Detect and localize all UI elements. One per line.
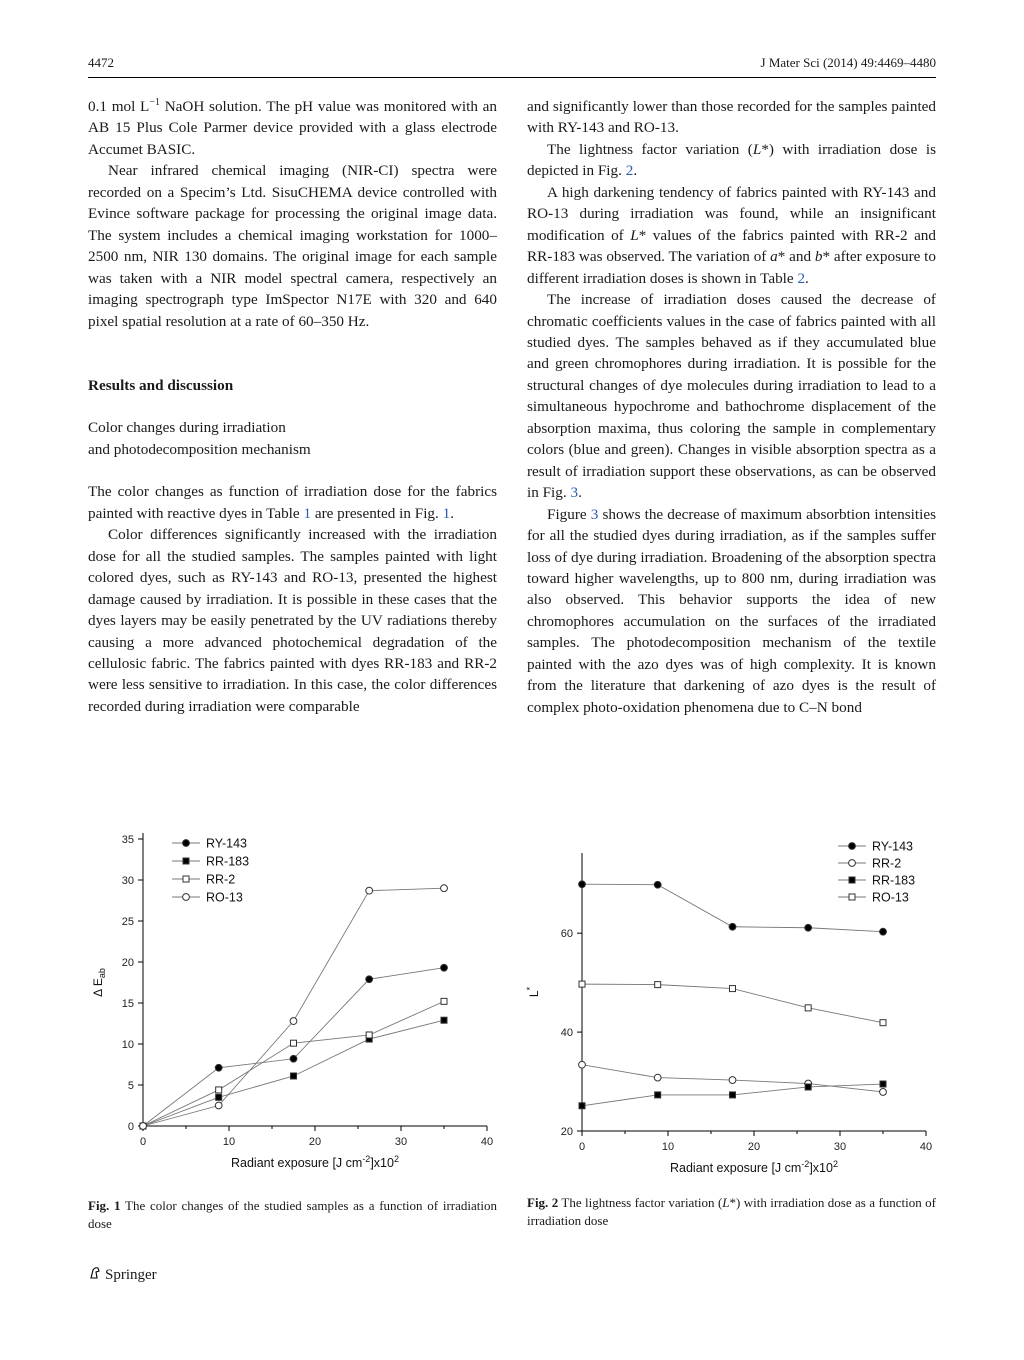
legend-label: RR-2 <box>872 856 902 871</box>
springer-horse-icon <box>88 1266 102 1280</box>
text-span: Figure <box>547 505 591 523</box>
paragraph <box>527 504 936 719</box>
y-tick-label: 0 <box>127 1121 134 1133</box>
data-point-rr-2 <box>880 1089 887 1096</box>
legend-label: RR-183 <box>872 873 916 888</box>
data-point-rr-183 <box>579 1103 585 1109</box>
legend-marker <box>849 877 855 883</box>
text-span: . <box>805 269 809 287</box>
figure-link[interactable]: 1 <box>442 504 451 522</box>
right-column <box>527 96 936 718</box>
italic-symbol: b <box>814 248 823 266</box>
y-axis-label: Δ $E_{ab}$ <box>91 968 107 997</box>
series-line-ry-143 <box>143 968 444 1126</box>
paragraph: and significantly lower than those recorded for the samples painted with RY-143 and RO-13. <box>527 98 936 137</box>
data-point-rr-183 <box>880 1081 886 1087</box>
text-span: . <box>633 162 638 180</box>
x-tick-label: 30 <box>833 1141 847 1153</box>
x-tick-label: 30 <box>394 1136 408 1148</box>
text-span: . <box>450 504 455 522</box>
data-point-rr-183 <box>216 1094 222 1100</box>
caption-label: Fig. 2 <box>527 1195 559 1210</box>
subsection-heading-line2: and photodecomposition mechanism <box>88 440 311 458</box>
text-span: 0.1 mol L <box>88 98 150 115</box>
caption-text: *) with irradiation dose as a function of irradiation dose <box>527 1195 937 1228</box>
legend-marker <box>849 894 855 900</box>
header-rule <box>88 77 936 78</box>
y-tick-label: 35 <box>121 834 134 846</box>
data-point-ro-13 <box>290 1018 297 1025</box>
journal-citation: J Mater Sci (2014) 49:4469–4480 <box>760 55 936 70</box>
data-point-ro-13 <box>140 1123 147 1130</box>
text-span: The increase of irradiation doses caused the decrease of chromatic coefficients values in the case of fabrics painted with all studied dyes. The samples behaved as if they accumulated blue and green chromophores during irradiation. It is possible for the structural changes of dye molecules during irradiation to lead to a simultaneous hypochrome and bathochrome displacement of the absorption maxima, thus coloring the sample in complementary colors (blue and green). Changes in visible absorption spectra as a result of irradiation support these observations, as can be observed in Fig. <box>527 291 936 502</box>
legend-marker <box>183 894 190 901</box>
text-span: shows the decrease of maximum absorbtion intensities for all the studied dyes during irradiation, as if the samples suffer loss of dye during irradiation. Broadening of the absorption spectra toward higher wavelengths, up to 800 nm, during irradiation was also observed. This behavior supports the idea of new chromophores accumulation on the surfaces of the irradiated samples. The photodecomposition mechanism of the textile painted with the azo dyes was of high complexity. It is known from the literature that darkening of azo dyes is the result of complex photo-oxidation phenomena due to C–N bond <box>527 505 936 716</box>
legend-label: RO-13 <box>872 890 909 905</box>
paragraph <box>88 481 497 524</box>
x-tick-label: 0 <box>578 1141 586 1153</box>
x-tick-label: 20 <box>747 1141 761 1153</box>
x-tick-label: 0 <box>139 1136 147 1148</box>
y-tick-label: 25 <box>121 916 134 928</box>
subsection-heading-line1: Color changes during irradiation <box>88 419 286 437</box>
data-point-rr-183 <box>655 1092 661 1098</box>
data-point-rr-2 <box>654 1074 661 1081</box>
data-point-rr-183 <box>441 1017 447 1023</box>
y-tick-label: 20 <box>560 1126 573 1138</box>
data-point-rr-2 <box>216 1087 222 1093</box>
text-span: The color changes as function of irradiation dose for the fabrics painted with reactive dyes in Table <box>88 483 497 522</box>
data-point-ro-13 <box>880 1020 886 1026</box>
data-point-ry-143 <box>215 1064 222 1071</box>
x-axis-label: Radiant exposure [J $cm^{-2}]x10^2$ <box>670 1159 838 1175</box>
y-axis-label: L* <box>525 986 541 998</box>
publisher-footer <box>88 1266 157 1284</box>
text-span: * values of the fabrics painted with RR-2 and RR-183 was observed. The variation of <box>527 226 936 266</box>
data-point-rr-2 <box>579 1061 586 1068</box>
text-span: A high darkening tendency of fabrics painted with RY-143 and RO-13 during irradiation was found, while an insignificant modification of <box>527 183 936 244</box>
paragraph: Near infrared chemical imaging (NIR-CI) spectra were recorded on a Specim’s Ltd. SisuCHEMA device controlled with Evince software package for processing the original image data. The system includes a chemical imaging workstation for 1000–2500 nm, NIR 130 domains. The original image for each sample was taken with a NIR model spectral camera, respectively an imaging spectrograph type ImSpector N17E with 320 and 640 pixel spatial resolution at a rate of 60–350 Hz. <box>88 162 497 330</box>
page-number: 4472 <box>88 55 114 70</box>
paragraph: Color differences significantly increased with the irradiation dose for all the studied samples. The samples painted with light colored dyes, such as RY-143 and RO-13, presented the highest damage caused by irradiation. It is possible in these cases that the dyes layers may be easily penetrated by the UV radiations thereby causing a more advanced photochemical degradation of the cellulosic fabric. The fabrics painted with dyes RR-183 and RR-2 were less sensitive to irradiation. In this case, the color differences recorded during irradiation were comparable <box>88 526 497 715</box>
data-point-ro-13 <box>215 1102 222 1109</box>
figure-link[interactable]: 3 <box>590 505 599 523</box>
section-heading: Results and discussion <box>88 376 234 394</box>
data-point-rr-2 <box>729 1077 736 1084</box>
data-point-rr-183 <box>730 1092 736 1098</box>
legend-marker <box>849 843 856 850</box>
legend-marker <box>183 840 190 847</box>
data-point-ro-13 <box>805 1005 811 1011</box>
series-line-ro-13 <box>143 888 444 1126</box>
x-tick-label: 20 <box>308 1136 322 1148</box>
caption-text: The color changes of the studied samples as a function of irradiation dose <box>88 1198 497 1231</box>
data-point-rr-2 <box>441 998 447 1004</box>
legend-label: RR-183 <box>206 854 250 869</box>
italic-symbol: L <box>630 226 639 244</box>
left-column <box>88 96 497 717</box>
data-point-ro-13 <box>730 986 736 992</box>
data-point-ry-143 <box>366 976 373 983</box>
paragraph <box>527 289 936 504</box>
y-tick-label: 10 <box>121 1039 134 1051</box>
table-link[interactable]: 1 <box>303 504 312 522</box>
x-tick-label: 40 <box>919 1141 933 1153</box>
y-tick-label: 40 <box>560 1027 573 1040</box>
y-tick-label: 30 <box>121 875 134 887</box>
table-link[interactable]: 2 <box>797 269 806 287</box>
x-tick-label: 40 <box>480 1136 494 1148</box>
x-tick-label: 10 <box>661 1141 675 1153</box>
legend-label: RY-143 <box>206 836 248 851</box>
y-tick-label: 20 <box>121 957 134 969</box>
text-span: are presented in Fig. <box>311 504 443 522</box>
paragraph <box>527 182 936 289</box>
legend-label: RR-2 <box>206 872 236 887</box>
data-point-rr-2 <box>366 1032 372 1038</box>
paragraph <box>88 96 497 160</box>
chart-svg <box>520 825 950 1185</box>
figure-2-caption <box>527 1194 936 1230</box>
italic-symbol: a <box>770 248 778 266</box>
figure-link[interactable]: 3 <box>570 484 579 502</box>
data-point-ro-13 <box>655 982 661 988</box>
publisher-name: Springer <box>105 1267 157 1283</box>
figure-1-caption <box>88 1197 497 1233</box>
data-point-rr-2 <box>291 1040 297 1046</box>
data-point-ro-13 <box>366 887 373 894</box>
data-point-ro-13 <box>579 981 585 987</box>
x-axis-label: Radiant exposure [J $cm^{-2}]x10^2$ <box>231 1154 399 1170</box>
italic-symbol: L <box>722 1195 730 1210</box>
data-point-ry-143 <box>880 928 887 935</box>
legend-label: RY-143 <box>872 839 914 854</box>
text-span: NaOH solution. The pH value was monitored with an AB 15 Plus Cole Parmer device provided with a glass electrode Accumet BASIC. <box>88 98 497 158</box>
x-tick-label: 10 <box>222 1136 236 1148</box>
data-point-ry-143 <box>729 923 736 930</box>
text-span: . <box>578 484 582 502</box>
legend-marker <box>183 876 189 882</box>
y-tick-label: 60 <box>560 928 573 941</box>
caption-label: Fig. 1 <box>88 1198 121 1213</box>
data-point-ro-13 <box>441 885 448 892</box>
text-span: * after exposure to different irradiation doses is shown in Table <box>527 248 936 287</box>
legend-label: RO-13 <box>206 890 243 905</box>
data-point-ry-143 <box>654 881 661 888</box>
data-point-ry-143 <box>579 881 586 888</box>
legend-marker <box>183 858 189 864</box>
y-tick-label: 15 <box>121 998 134 1010</box>
y-tick-label: 5 <box>127 1080 134 1092</box>
text-span: The lightness factor variation ( <box>547 140 753 158</box>
figure-link[interactable]: 2 <box>625 162 634 180</box>
italic-symbol: L <box>752 140 762 158</box>
figure-2-chart <box>520 825 950 1185</box>
paragraph <box>527 139 936 182</box>
chart-svg <box>80 825 510 1185</box>
figure-1-chart <box>80 825 510 1185</box>
data-point-rr-183 <box>291 1073 297 1079</box>
text-span: *) with irradiation dose is depicted in Fig. <box>527 140 936 180</box>
data-point-rr-183 <box>805 1084 811 1090</box>
superscript: −1 <box>149 96 160 108</box>
text-span: * and <box>777 248 815 266</box>
legend-marker <box>849 860 856 867</box>
data-point-ry-143 <box>805 924 812 931</box>
data-point-ry-143 <box>441 964 448 971</box>
caption-text: The lightness factor variation ( <box>558 1195 723 1210</box>
data-point-ry-143 <box>290 1055 297 1062</box>
